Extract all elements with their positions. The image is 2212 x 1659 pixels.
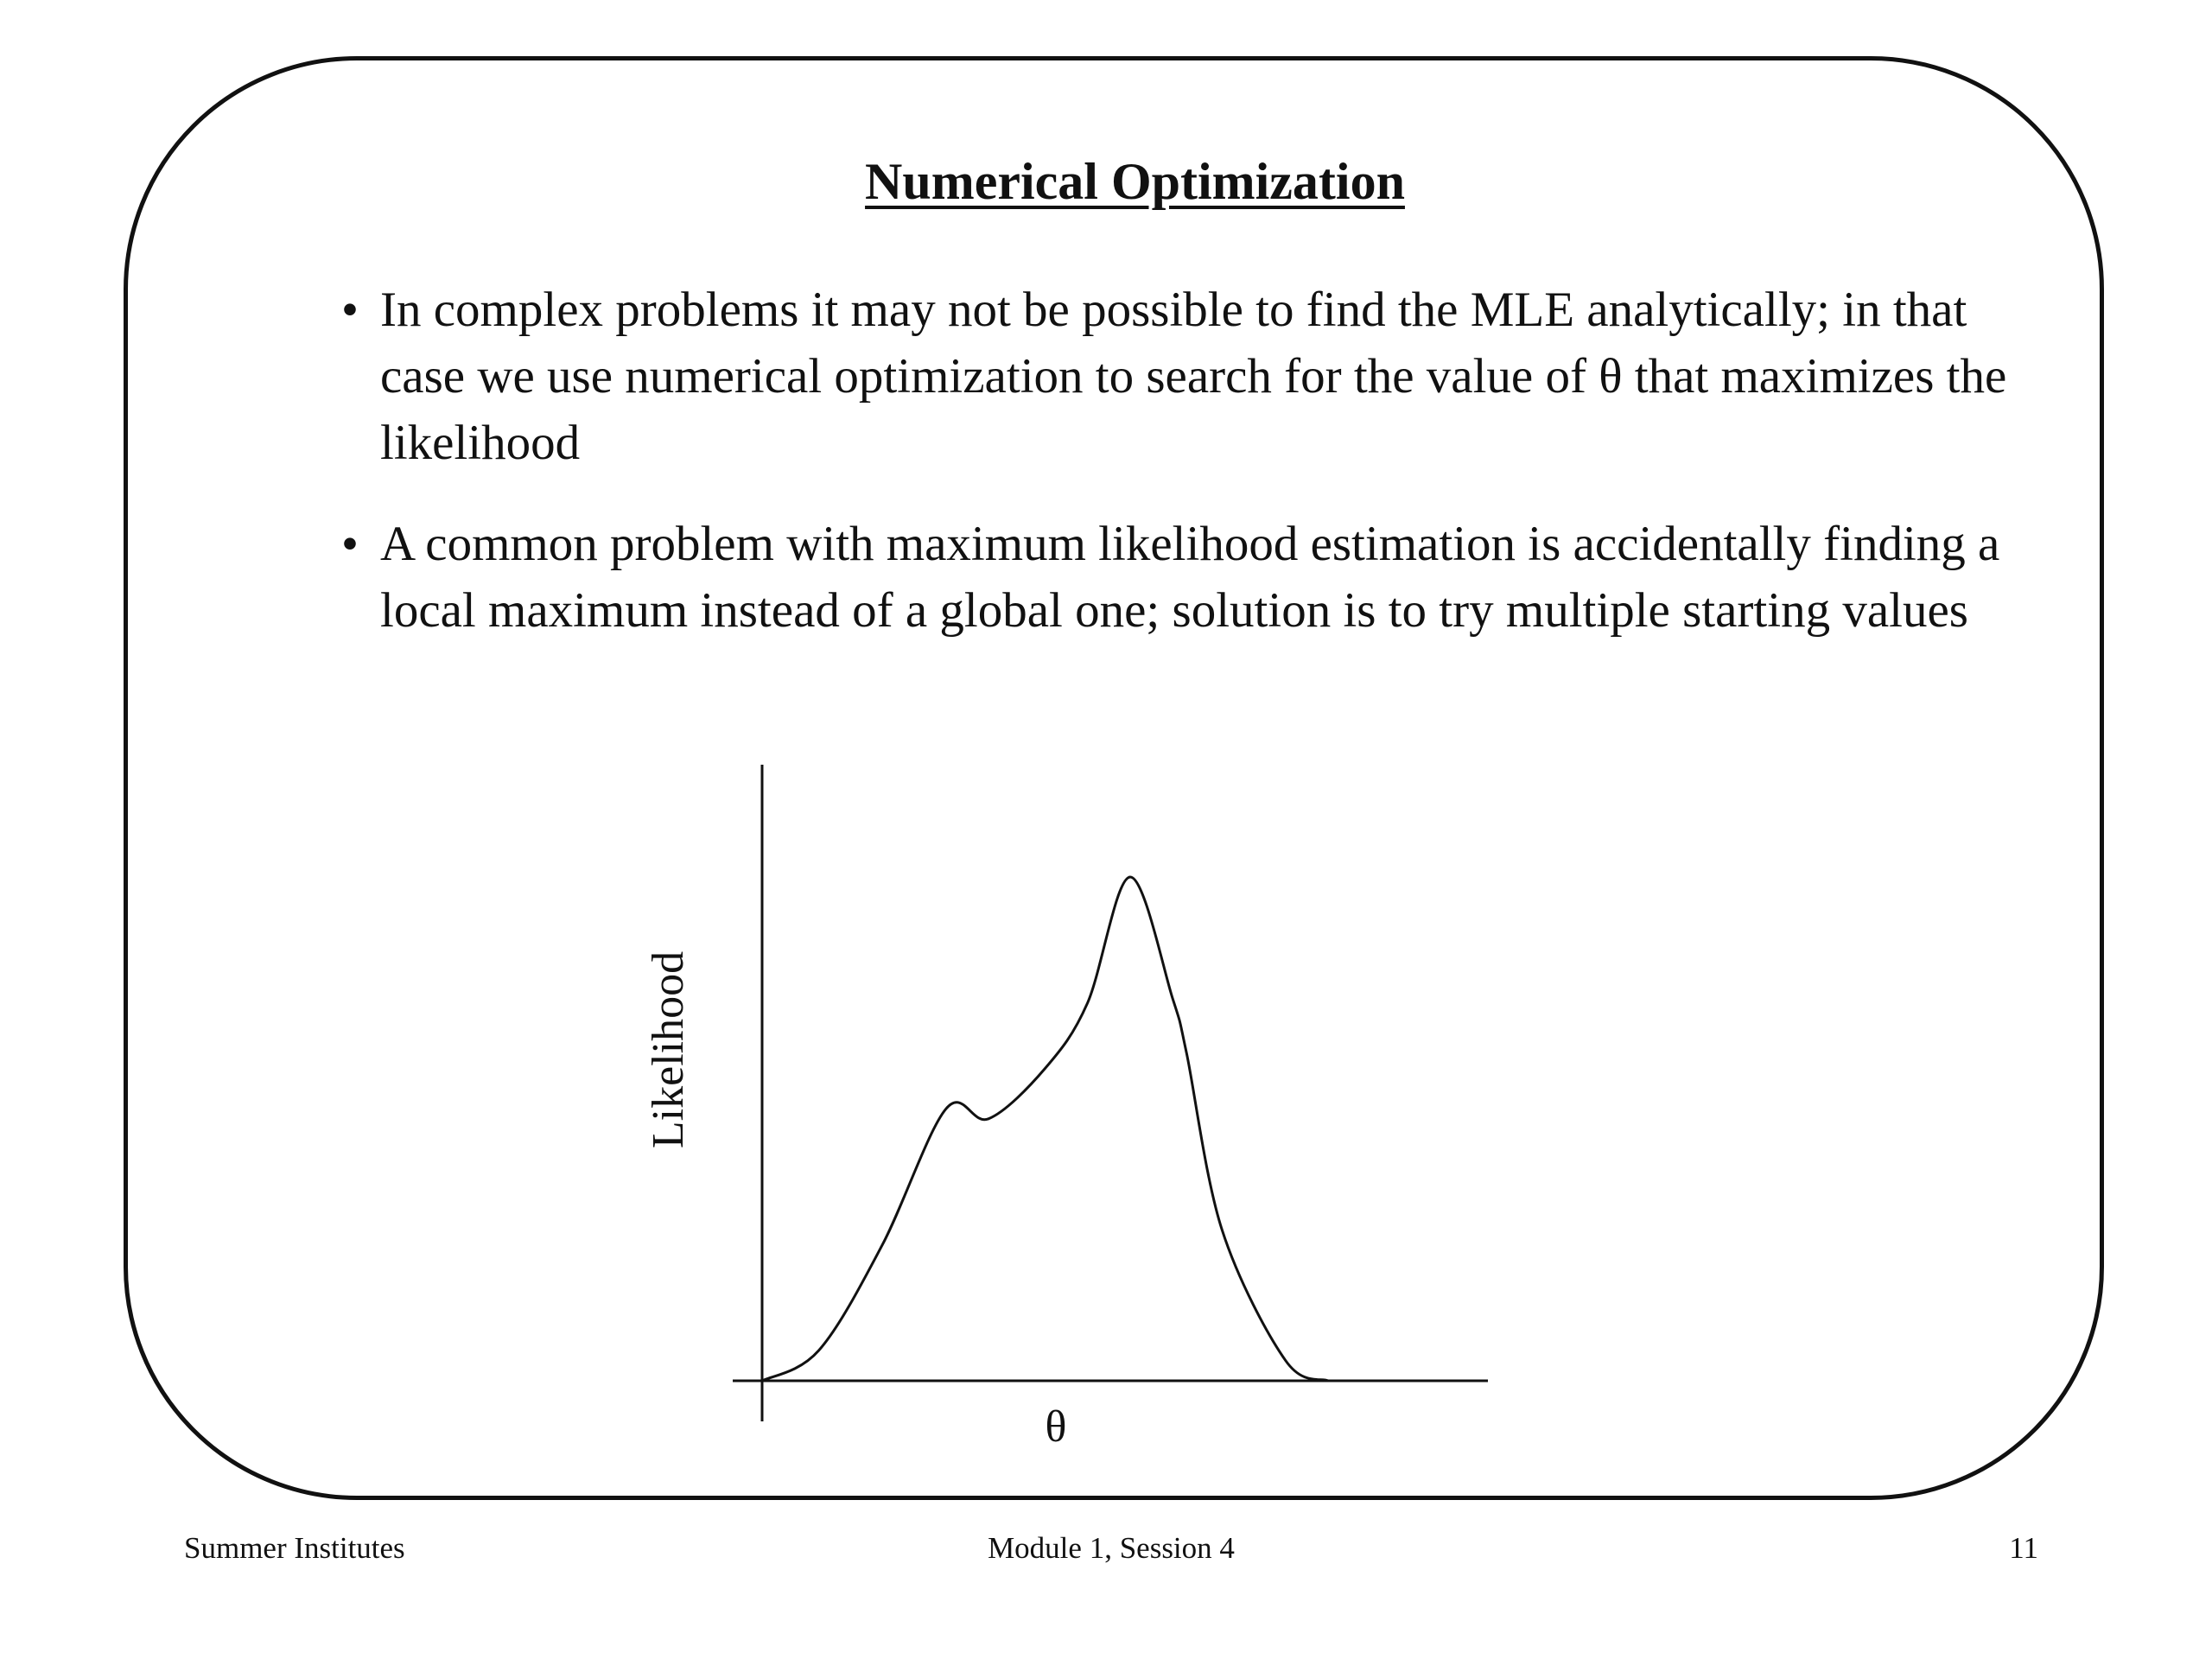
- likelihood-curve-1: [762, 877, 1328, 1381]
- x-axis-label: θ: [1045, 1402, 1067, 1452]
- slide-title: Numerical Optimization: [865, 153, 1405, 210]
- bullet-icon: •: [341, 283, 359, 337]
- likelihood-chart: [605, 752, 1521, 1460]
- bullet-list: [333, 276, 2026, 678]
- footer-center: Module 1, Session 4: [988, 1531, 1235, 1565]
- bullet-text-1: In complex problems it may not be possible to find the MLE analytically; in that case we use numerical optimization to search for the value of θ that maximizes the likelihood: [380, 283, 2007, 470]
- page-number: 11: [2009, 1531, 2038, 1565]
- bullet-item-1: [333, 276, 2026, 476]
- footer-left: Summer Institutes: [184, 1531, 405, 1565]
- bullet-icon: •: [341, 517, 359, 571]
- bullet-item-2: [333, 511, 2026, 644]
- y-axis-label: Likelihood: [644, 950, 693, 1149]
- bullet-text-2: A common problem with maximum likelihood estimation is accidentally finding a local maximum instead of a global one; solution is to try multiple starting values: [380, 517, 2000, 638]
- series-group: [762, 877, 1328, 1381]
- likelihood-chart-svg: [605, 752, 1521, 1460]
